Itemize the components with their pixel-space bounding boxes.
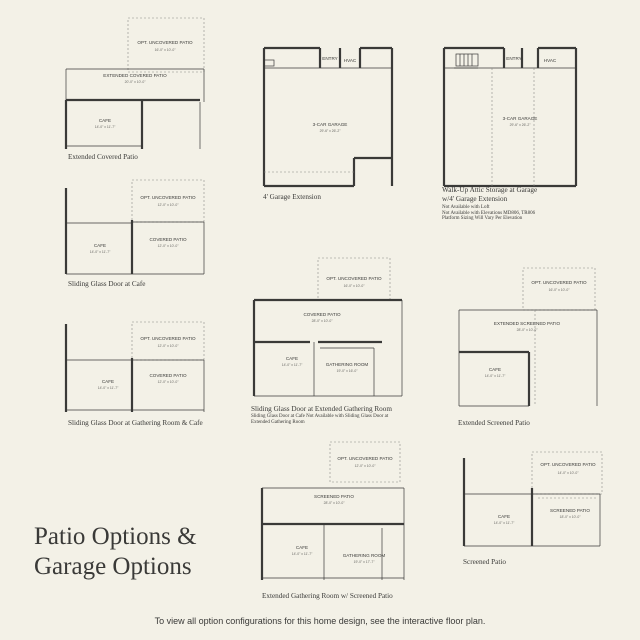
room-label: SCREENED PATIO [314, 494, 354, 499]
room-label: GATHERING ROOM [325, 362, 369, 367]
room-dim: 29'-6" x 26'-2" [509, 123, 531, 127]
room-label: OPT. UNCOVERED PATIO [137, 40, 193, 45]
room-dim: 16'-0" x 10'-0" [343, 284, 365, 288]
room-dim: 12'-0" x 10'-0" [157, 344, 179, 348]
room-dim: 14'-0" x 11'-7" [281, 363, 303, 367]
room-dim: 19'-0" x 17'-7" [353, 560, 375, 564]
note-line: Extended Gathering Room [251, 419, 305, 425]
room-dim: 12'-0" x 10'-0" [157, 380, 179, 384]
note-line: Sliding Glass Door at Cafe Not Available with Sliding Glass Door at [251, 414, 389, 419]
room-dim: 16'-0" x 10'-0" [154, 48, 176, 52]
room-label: CAFE [295, 545, 309, 550]
floorplan-drawing [260, 28, 400, 188]
floorplan-drawing [60, 320, 210, 415]
room-label: CAFE [497, 514, 511, 519]
room-label: SCREENED PATIO [550, 508, 590, 513]
room-label: GATHERING ROOM [342, 553, 386, 558]
room-label: 3-CAR GARAGE [502, 116, 538, 121]
room-dim: 12'-0" x 10'-0" [157, 244, 179, 248]
room-label: EXTENDED COVERED PATIO [103, 73, 167, 78]
room-dim: 29'-6" x 26'-2" [319, 129, 341, 133]
plan-caption: Sliding Glass Door at Cafe [68, 280, 146, 288]
page-title [34, 522, 197, 582]
plan-sliding-glass-door-gathering-cafe [60, 320, 210, 415]
room-label: 3-CAR GARAGE [312, 122, 348, 127]
room-dim: 14'-0" x 11'-7" [493, 521, 515, 525]
room-label: OPT. UNCOVERED PATIO [337, 456, 393, 461]
plan-caption: Sliding Glass Door at Extended Gathering Room [251, 405, 392, 413]
plan-garage-extension [260, 28, 400, 188]
room-dim: 28'-0" x 10'-0" [516, 328, 538, 332]
room-label: ENTRY [322, 56, 338, 61]
room-dim: 14'-0" x 11'-7" [97, 386, 119, 390]
plan-sliding-glass-door-cafe [60, 178, 210, 278]
room-dim: 14'-0" x 11'-7" [484, 374, 506, 378]
plan-notes [251, 414, 388, 425]
plan-extended-screened-patio [455, 266, 605, 416]
footer-note: To view all option configurations for this home design, see the interactive floor plan. [154, 616, 486, 626]
plan-caption: Screened Patio [463, 558, 506, 566]
room-dim: 14'-0" x 11'-7" [291, 552, 313, 556]
room-label: CAFE [488, 367, 502, 372]
room-label: HVAC [543, 58, 557, 63]
room-label: CAFE [101, 379, 115, 384]
room-label: CAFE [98, 118, 112, 123]
note-line: Not Available with Elevations MD806, TR806 [442, 210, 536, 216]
room-label: OPT. UNCOVERED PATIO [540, 462, 596, 467]
floorplan-drawing [458, 448, 608, 558]
room-dim: 19'-0" x 16'-0" [336, 369, 358, 373]
room-dim: 28'-0" x 10'-0" [323, 501, 345, 505]
room-dim: 20'-0" x 10'-0" [124, 80, 146, 84]
room-label: HVAC [343, 58, 357, 63]
plan-caption: Extended Screened Patio [458, 419, 530, 427]
note-line: Platform Sizing Will Vary Per Elevation [442, 216, 523, 222]
room-label: OPT. UNCOVERED PATIO [531, 280, 587, 285]
floorplan-drawing [250, 256, 410, 404]
room-label: ENTRY [506, 56, 522, 61]
room-label: COVERED PATIO [149, 373, 187, 378]
page-title-line2: Garage Options [34, 553, 192, 580]
room-label: CAFE [93, 243, 107, 248]
room-dim: 12'-0" x 10'-0" [157, 203, 179, 207]
floorplan-drawing [258, 440, 418, 588]
plan-extended-gathering-screened [258, 440, 418, 588]
room-label: COVERED PATIO [303, 312, 341, 317]
room-label: OPT. UNCOVERED PATIO [326, 276, 382, 281]
plan-extended-gathering-room [250, 256, 410, 404]
room-label: CAFE [285, 356, 299, 361]
plan-caption-line1: Walk-Up Attic Storage at Garage [442, 186, 538, 194]
floorplan-drawing [60, 14, 210, 154]
note-line: Not Available with Loft [442, 205, 490, 210]
floorplan-drawing [60, 178, 210, 278]
room-label: OPT. UNCOVERED PATIO [140, 195, 196, 200]
room-dim: 14'-0" x 11'-7" [94, 125, 116, 129]
room-dim: 12'-0" x 10'-0" [354, 464, 376, 468]
plan-caption: Sliding Glass Door at Gathering Room & Cafe [68, 419, 203, 427]
plan-notes [442, 205, 535, 222]
room-dim: 14'-0" x 10'-0" [557, 471, 579, 475]
room-dim: 28'-0" x 10'-0" [311, 319, 333, 323]
page-title-line1: Patio Options & [34, 523, 197, 550]
plan-walk-up-attic [440, 28, 580, 188]
room-dim: 18'-0" x 10'-0" [559, 515, 581, 519]
room-label: OPT. UNCOVERED PATIO [140, 336, 196, 341]
plan-caption: Extended Covered Patio [68, 153, 138, 161]
plan-caption: 4' Garage Extension [263, 193, 321, 201]
room-dim: 16'-0" x 10'-0" [548, 288, 570, 292]
plan-caption: Extended Gathering Room w/ Screened Patio [262, 592, 393, 600]
floorplan-drawing [455, 266, 605, 416]
floorplan-drawing [440, 28, 580, 188]
room-label: EXTENDED SCREENED PATIO [493, 321, 561, 326]
room-dim: 14'-0" x 11'-7" [89, 250, 111, 254]
plan-extended-covered-patio [60, 14, 210, 154]
plan-caption-line2: w/4' Garage Extension [442, 195, 508, 203]
room-label: COVERED PATIO [149, 237, 187, 242]
plan-screened-patio [458, 448, 608, 558]
